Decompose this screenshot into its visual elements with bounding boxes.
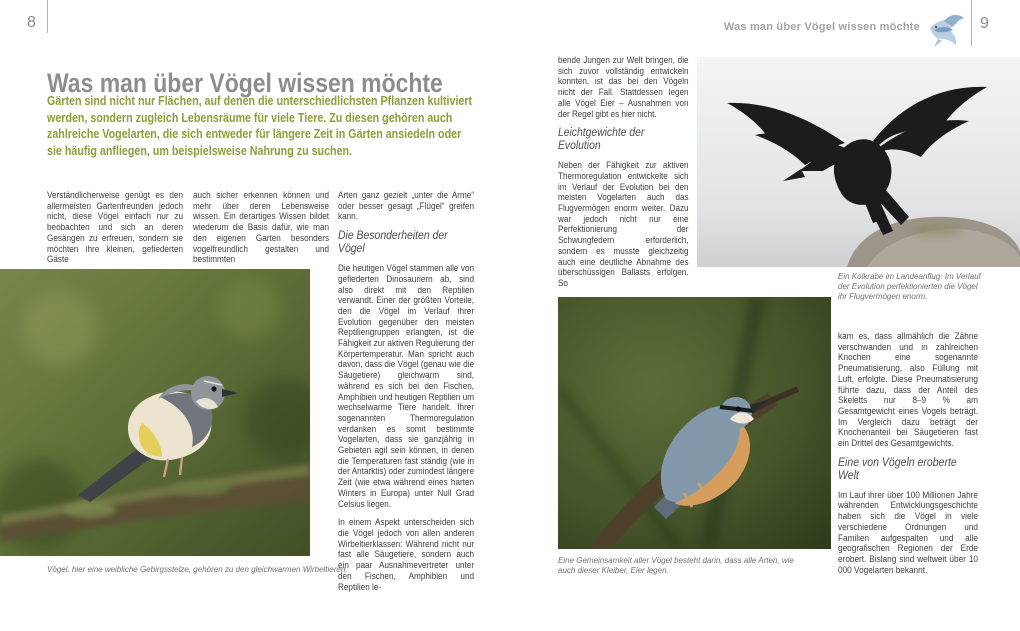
section-heading: Eine von Vögeln eroberte Welt bbox=[838, 456, 957, 482]
nuthatch-photo bbox=[558, 297, 831, 549]
raven-illustration bbox=[697, 57, 1020, 267]
bird-sketch-icon bbox=[924, 10, 966, 55]
chapter-title: Was man über Vögel wissen möchte bbox=[47, 68, 443, 99]
left-column-2 bbox=[193, 190, 329, 273]
left-column-3 bbox=[338, 190, 474, 600]
right-column-1 bbox=[558, 55, 689, 297]
nuthatch-illustration bbox=[558, 297, 831, 549]
running-header: Was man über Vögel wissen möchte bbox=[723, 21, 920, 33]
page-number-left: 8 bbox=[27, 14, 36, 31]
intro-paragraph: Gärten sind nicht nur Flächen, auf denen die unterschiedlichsten Pflanzen kultiviert werden, sondern zugleich Lebensräume für viele Tiere. Zu diesen gehören auch zahlreiche Vogelarten, die sich entweder für längere Zeit in Gärten ansiedeln oder sie häufig anfliegen, um beispielsweise Nahrung zu suchen. bbox=[47, 94, 473, 158]
paragraph: Im Lauf ihrer über 100 Millionen Jahre währenden Entwicklungsgeschichte haben sich die Vögel in viele verschiedene Ordnungen und Familien aufgespalten und alle geografischen Regionen der Erde erobert. Bislang sind weltweit über 10 000 Vogelarten bekannt. bbox=[838, 489, 978, 575]
paragraph: Die heutigen Vögel stammen alle von gefiederten Dinosauriern ab, sind also direkt mit den Reptilien verwandt. Einer der größten Vorteile, den die Vögel im Verlauf ihrer Evolution gegenüber den meisten Reptiliengruppen erlangten, ist die Fähigkeit zur aktiven Regulierung der Körpertemperatur. Man spricht auch davon, dass die Vögel (genau wie die Säugetiere) gleichwarm sind, während es sich bei den Fischen, Amphibien und heutigen Reptilien um wechselwarme Tiere handelt. Ihrer sogenannten Thermoregulation verdanken es somit bestimmte Vogelarten, dass sie ganzjährig in Gebieten agil sein können, in denen die Temperaturen fast ständig (wie in der Antarktis) oder zumindest längere Zeit (wie etwa während eines harten Winters in Europa) unter Null Grad Celsius liegen. bbox=[338, 263, 475, 509]
paragraph: bende Jungen zur Welt bringen, die sich zuvor vollständig entwickeln konnten, ist das bei den Vögeln nicht der Fall. Stattdessen legen alle Vögel Eier – Ausnahmen von der Regel gibt es hier nicht. bbox=[558, 55, 689, 119]
wagtail-caption: Vögel, hier eine weibliche Gebirgsstelze, gehören zu den gleichwarmen Wirbeltieren. bbox=[47, 565, 348, 574]
paragraph: Arten ganz gezielt „unter die Arme“ oder besser gesagt „Flügel“ greifen kann. bbox=[338, 190, 475, 222]
page-number-right: 9 bbox=[980, 15, 989, 32]
section-heading: Leichtgewichte der Evolution bbox=[558, 127, 645, 153]
nuthatch-caption: Eine Gemeinsamkeit aller Vögel besteht darin, dass alle Arten, wie auch dieser Kleiber, Eier legen. bbox=[558, 556, 794, 576]
paragraph: Neben der Fähigkeit zur aktiven Thermoregulation entwickelte sich im Verlauf der Evolution bei den meisten Vogelarten auch das Flugvermögen enorm weiter. Dazu war jedoch nicht nur eine Perfektionierung der Schwungfedern erforderlich, sondern es musste gleichzeitig auch eine deutliche Abnahme des überschüssigen Ballasts erfolgen. So bbox=[558, 160, 689, 288]
paragraph: Verständlicherweise genügt es den allermeisten Gartenfreunden jedoch nicht, diese Vögel einfach nur zu beobachten und sich an deren Gesängen zu erfreuen, sondern sie möchten ihre kleinen, gefiederten Gäste bbox=[47, 190, 184, 265]
paragraph: In einem Aspekt unterscheiden sich die Vögel jedoch von allen anderen Wirbeltierklassen: Während nicht nur fast alle Säugetiere, sondern auch ein paar Ausnahmevertreter unter den Fischen, Amphibien und Reptilien le- bbox=[338, 517, 475, 592]
wagtail-illustration bbox=[0, 269, 310, 556]
folio-rule-right bbox=[971, 0, 972, 46]
folio-rule-left bbox=[47, 0, 48, 33]
raven-photo bbox=[697, 57, 1020, 267]
right-column-2 bbox=[838, 331, 978, 583]
section-heading: Die Besonderheiten der Vögel bbox=[338, 230, 448, 256]
paragraph: kam es, dass allmählich die Zähne verschwanden und in zahlreichen Knochen eine sogenannte Pneumatisierung, also Füllung mit Luft, erfolgte. Diese Pneumatisierung führte dazu, dass der Anteil des Skeletts nur 8–9 % am Gesamtgewicht eines Vogels beträgt. Im Vergleich dazu beträgt der Knochenanteil bei Säugetieren fast ein Drittel des Gesamtgewichts. bbox=[838, 331, 978, 449]
wagtail-photo bbox=[0, 269, 310, 556]
raven-caption: Ein Kolkrabe im Landeanflug: Im Verlauf der Evolution perfektionierten die Vögel ihr Flugvermögen enorm. bbox=[838, 272, 981, 302]
paragraph: auch sicher erkennen können und mehr über deren Lebensweise wissen. Ein derartiges Wissen bildet wiederum die Basis dafür, wie man den eigenen Garten besonders vogelfreundlich gestalten und bestimmten bbox=[193, 190, 330, 265]
left-column-1 bbox=[47, 190, 183, 273]
